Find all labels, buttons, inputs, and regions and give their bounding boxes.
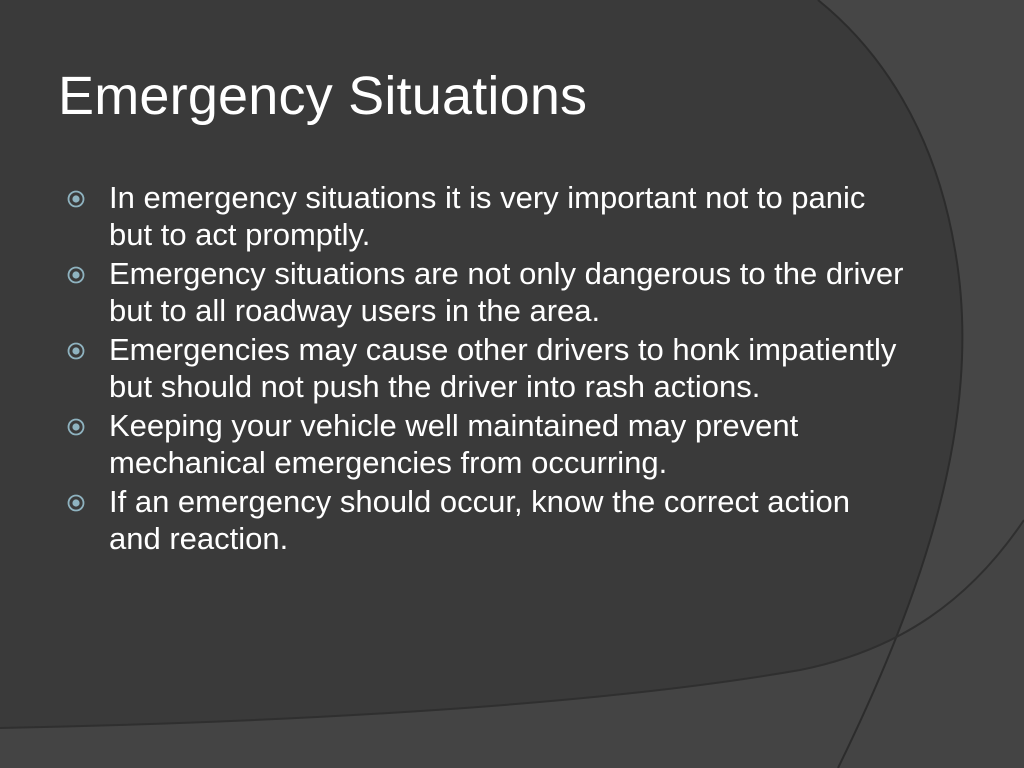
bullet-item: [66, 332, 906, 405]
circled-dot-icon: [66, 265, 86, 285]
bullet-list: [66, 180, 906, 560]
bullet-text: If an emergency should occur, know the correct action and reaction.: [109, 484, 850, 556]
bullet-text: Emergency situations are not only dangerous to the driver but to all roadway users in the area.: [109, 256, 904, 328]
bullet-text: In emergency situations it is very important not to panic but to act promptly.: [109, 180, 866, 252]
circled-dot-icon: [66, 341, 86, 361]
slide-title: Emergency Situations: [58, 66, 588, 126]
bullet-item: [66, 180, 906, 253]
bullet-item: [66, 256, 906, 329]
bullet-text: Emergencies may cause other drivers to honk impatiently but should not push the driver into rash actions.: [109, 332, 897, 404]
circled-dot-icon: [66, 189, 86, 209]
bullet-text: Keeping your vehicle well maintained may prevent mechanical emergencies from occurring.: [109, 408, 799, 480]
circled-dot-icon: [66, 417, 86, 437]
bullet-item: [66, 484, 906, 557]
bullet-item: [66, 408, 906, 481]
circled-dot-icon: [66, 493, 86, 513]
